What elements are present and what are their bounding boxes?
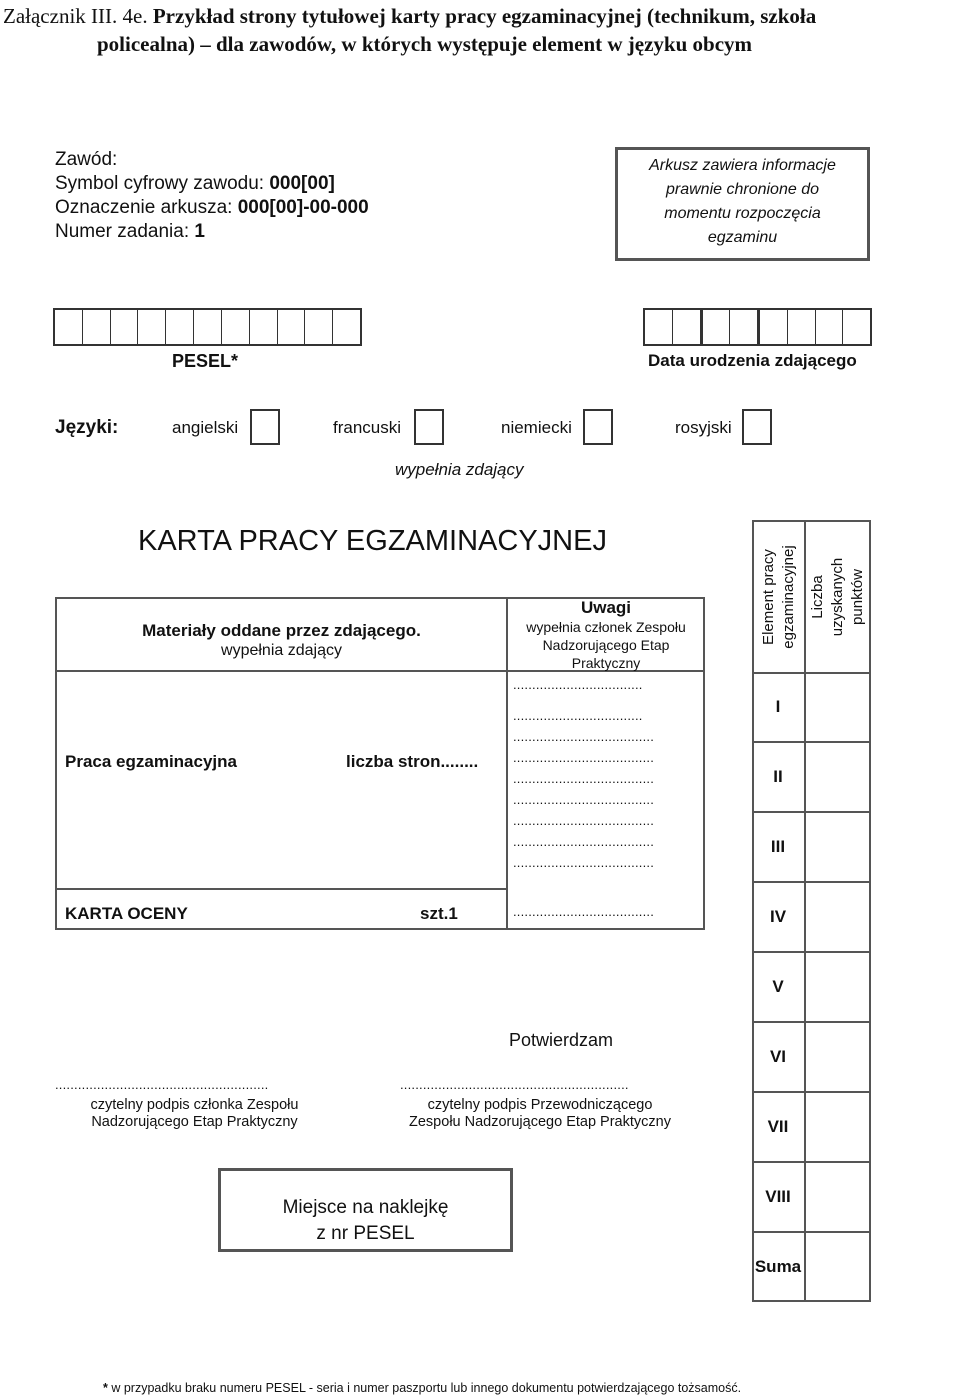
- page-title: Przykład strony tytułowej karty pracy egzaminacyjnej (technikum, szkoła: [152, 4, 817, 28]
- zadanie-row: [55, 220, 369, 244]
- pesel-label: PESEL*: [172, 351, 239, 371]
- language-checkbox-de[interactable]: [583, 409, 613, 445]
- score-points-field[interactable]: [806, 743, 869, 811]
- uwagi-dotted-line[interactable]: .....................................: [513, 729, 655, 744]
- uwagi-sub: Praktyczny: [571, 655, 641, 671]
- arkusz-label: Oznaczenie arkusza:: [55, 197, 233, 218]
- uwagi-dotted-line[interactable]: .....................................: [513, 904, 655, 919]
- score-row-label: VIII: [765, 1187, 791, 1206]
- pesel-digit[interactable]: [278, 310, 306, 344]
- karta-oceny-label: KARTA OCENY: [65, 904, 188, 923]
- score-row-label: V: [772, 977, 784, 996]
- score-col2-header-line: uzyskanych: [829, 557, 846, 637]
- languages-note: wypełnia zdający: [395, 460, 524, 479]
- dob-digit[interactable]: [843, 310, 870, 344]
- karta-title: KARTA PRACY EGZAMINACYJNEJ: [138, 525, 607, 557]
- footnote-star: *: [103, 1381, 108, 1395]
- arkusz-value: 000[00]-00-000: [237, 197, 369, 218]
- score-row-label: I: [775, 697, 781, 716]
- uwagi-dotted-line[interactable]: .....................................: [513, 771, 655, 786]
- pesel-digit[interactable]: [305, 310, 333, 344]
- materials-header-title: Materiały oddane przez zdającego.: [142, 621, 421, 640]
- confidential-notice-box: [615, 147, 870, 261]
- notice-line: egzaminu: [707, 229, 778, 246]
- uwagi-sub: Nadzorującego Etap: [542, 637, 670, 653]
- symbol-label: Symbol cyfrowy zawodu:: [55, 173, 265, 194]
- pesel-digit[interactable]: [250, 310, 278, 344]
- uwagi-dotted-line[interactable]: .....................................: [513, 855, 655, 870]
- uwagi-dotted-line[interactable]: .....................................: [513, 792, 655, 807]
- language-checkbox-ru[interactable]: [742, 409, 772, 445]
- score-col1-header-line: egzaminacyjnej: [780, 545, 797, 649]
- signature-caption-line: czytelny podpis członka Zespołu: [90, 1097, 299, 1113]
- language-label-de: niemiecki: [501, 418, 572, 437]
- szt-label: szt.1: [420, 904, 458, 923]
- score-points-field[interactable]: [806, 883, 869, 951]
- score-points-field[interactable]: [806, 1163, 869, 1231]
- liczba-stron-label: liczba stron........: [346, 752, 479, 771]
- score-points-field[interactable]: [806, 1023, 869, 1091]
- signature-caption-line: czytelny podpis Przewodniczącego: [427, 1097, 653, 1113]
- materials-header-sub: wypełnia zdający: [221, 642, 342, 659]
- table-divider-row: [55, 888, 507, 890]
- language-label-ru: rosyjski: [675, 418, 732, 437]
- pesel-digit[interactable]: [222, 310, 250, 344]
- score-row: [752, 743, 871, 813]
- zadanie-label: Numer zadania:: [55, 221, 190, 242]
- sticker-line: z nr PESEL: [316, 1223, 415, 1244]
- dob-digit[interactable]: [760, 310, 788, 344]
- pesel-digit[interactable]: [333, 310, 360, 344]
- score-row: [752, 673, 871, 743]
- score-points-field[interactable]: [806, 953, 869, 1021]
- language-checkbox-fr[interactable]: [414, 409, 444, 445]
- zawod-label: Zawód:: [55, 149, 118, 170]
- materials-header: [57, 621, 506, 661]
- pesel-digit[interactable]: [55, 310, 83, 344]
- score-col1-header-line: Element pracy: [760, 549, 777, 645]
- uwagi-dotted-line[interactable]: .....................................: [513, 813, 655, 828]
- uwagi-header: [508, 598, 704, 672]
- exam-info: [55, 148, 369, 244]
- score-row: [752, 953, 871, 1023]
- pesel-digit[interactable]: [111, 310, 139, 344]
- score-row: [752, 1233, 871, 1302]
- signature-caption-line: Nadzorującego Etap Praktyczny: [91, 1114, 298, 1130]
- language-label-fr: francuski: [333, 418, 402, 437]
- dob-digit[interactable]: [816, 310, 844, 344]
- languages-label: Języki:: [55, 417, 119, 438]
- pesel-sticker-area[interactable]: [218, 1168, 513, 1252]
- pesel-digit[interactable]: [83, 310, 111, 344]
- score-points-field[interactable]: [806, 1093, 869, 1161]
- arkusz-row: [55, 196, 369, 220]
- uwagi-sub: wypełnia członek Zespołu: [526, 619, 686, 635]
- score-points-field[interactable]: [806, 673, 869, 741]
- uwagi-dotted-line[interactable]: .....................................: [513, 834, 655, 849]
- signature-caption-left: [52, 1097, 337, 1131]
- footnote: [103, 1381, 741, 1395]
- pesel-digit[interactable]: [166, 310, 194, 344]
- score-row: [752, 813, 871, 883]
- signature-caption-line: Zespołu Nadzorującego Etap Praktyczny: [409, 1114, 671, 1130]
- score-row: [752, 1023, 871, 1093]
- dob-digit[interactable]: [703, 310, 731, 344]
- language-checkbox-en[interactable]: [250, 409, 280, 445]
- dob-digit[interactable]: [673, 310, 703, 344]
- notice-line: prawnie chronione do: [666, 181, 819, 198]
- signature-caption-right: [390, 1097, 690, 1131]
- score-row-label: II: [773, 767, 783, 786]
- score-col2-header-line: Liczba: [809, 575, 826, 619]
- signature-line-left[interactable]: ........................................................: [55, 1077, 269, 1092]
- praca-label: Praca egzaminacyjna: [65, 752, 237, 771]
- dob-digit[interactable]: [645, 310, 673, 344]
- signature-line-right[interactable]: ............................................................: [400, 1077, 629, 1092]
- sticker-line: Miejsce na naklejkę: [282, 1197, 449, 1218]
- pesel-digit[interactable]: [138, 310, 166, 344]
- score-sum-field[interactable]: [806, 1233, 869, 1300]
- score-row-label: III: [770, 837, 786, 856]
- page-header: [3, 2, 960, 58]
- notice-line: momentu rozpoczęcia: [664, 205, 821, 222]
- score-col2-header-line: punktów: [849, 569, 866, 625]
- footnote-text: w przypadku braku numeru PESEL - seria i numer paszportu lub innego dokumentu potwierdzającego tożsamość.: [107, 1381, 742, 1395]
- score-row-label: IV: [769, 907, 787, 926]
- appendix-label: Załącznik III. 4e.: [3, 4, 148, 28]
- uwagi-dotted-line[interactable]: ..................................: [513, 677, 643, 692]
- language-label-en: angielski: [172, 418, 239, 437]
- pesel-field[interactable]: [53, 308, 362, 346]
- uwagi-dotted-line[interactable]: ..................................: [513, 708, 643, 723]
- score-points-field[interactable]: [806, 813, 869, 881]
- pesel-digit[interactable]: [194, 310, 222, 344]
- symbol-row: [55, 172, 369, 196]
- score-row: [752, 1093, 871, 1163]
- score-sum-label: Suma: [754, 1257, 802, 1276]
- page-title-line2: policealna) – dla zawodów, w których występuje element w języku obcym: [97, 32, 753, 56]
- symbol-value: 000[00]: [269, 173, 335, 194]
- notice-line: Arkusz zawiera informacje: [649, 157, 836, 174]
- dob-field[interactable]: [643, 308, 872, 346]
- zadanie-value: 1: [194, 221, 205, 242]
- confirm-label: Potwierdzam: [509, 1030, 614, 1050]
- uwagi-dotted-line[interactable]: .....................................: [513, 750, 655, 765]
- dob-digit[interactable]: [730, 310, 760, 344]
- dob-label: Data urodzenia zdającego: [648, 351, 857, 370]
- score-row: [752, 1163, 871, 1233]
- uwagi-title: Uwagi: [580, 598, 632, 617]
- score-row: [752, 883, 871, 953]
- score-row-label: VI: [769, 1047, 787, 1066]
- score-rows: [752, 673, 871, 1302]
- dob-digit[interactable]: [788, 310, 816, 344]
- score-row-label: VII: [767, 1117, 789, 1136]
